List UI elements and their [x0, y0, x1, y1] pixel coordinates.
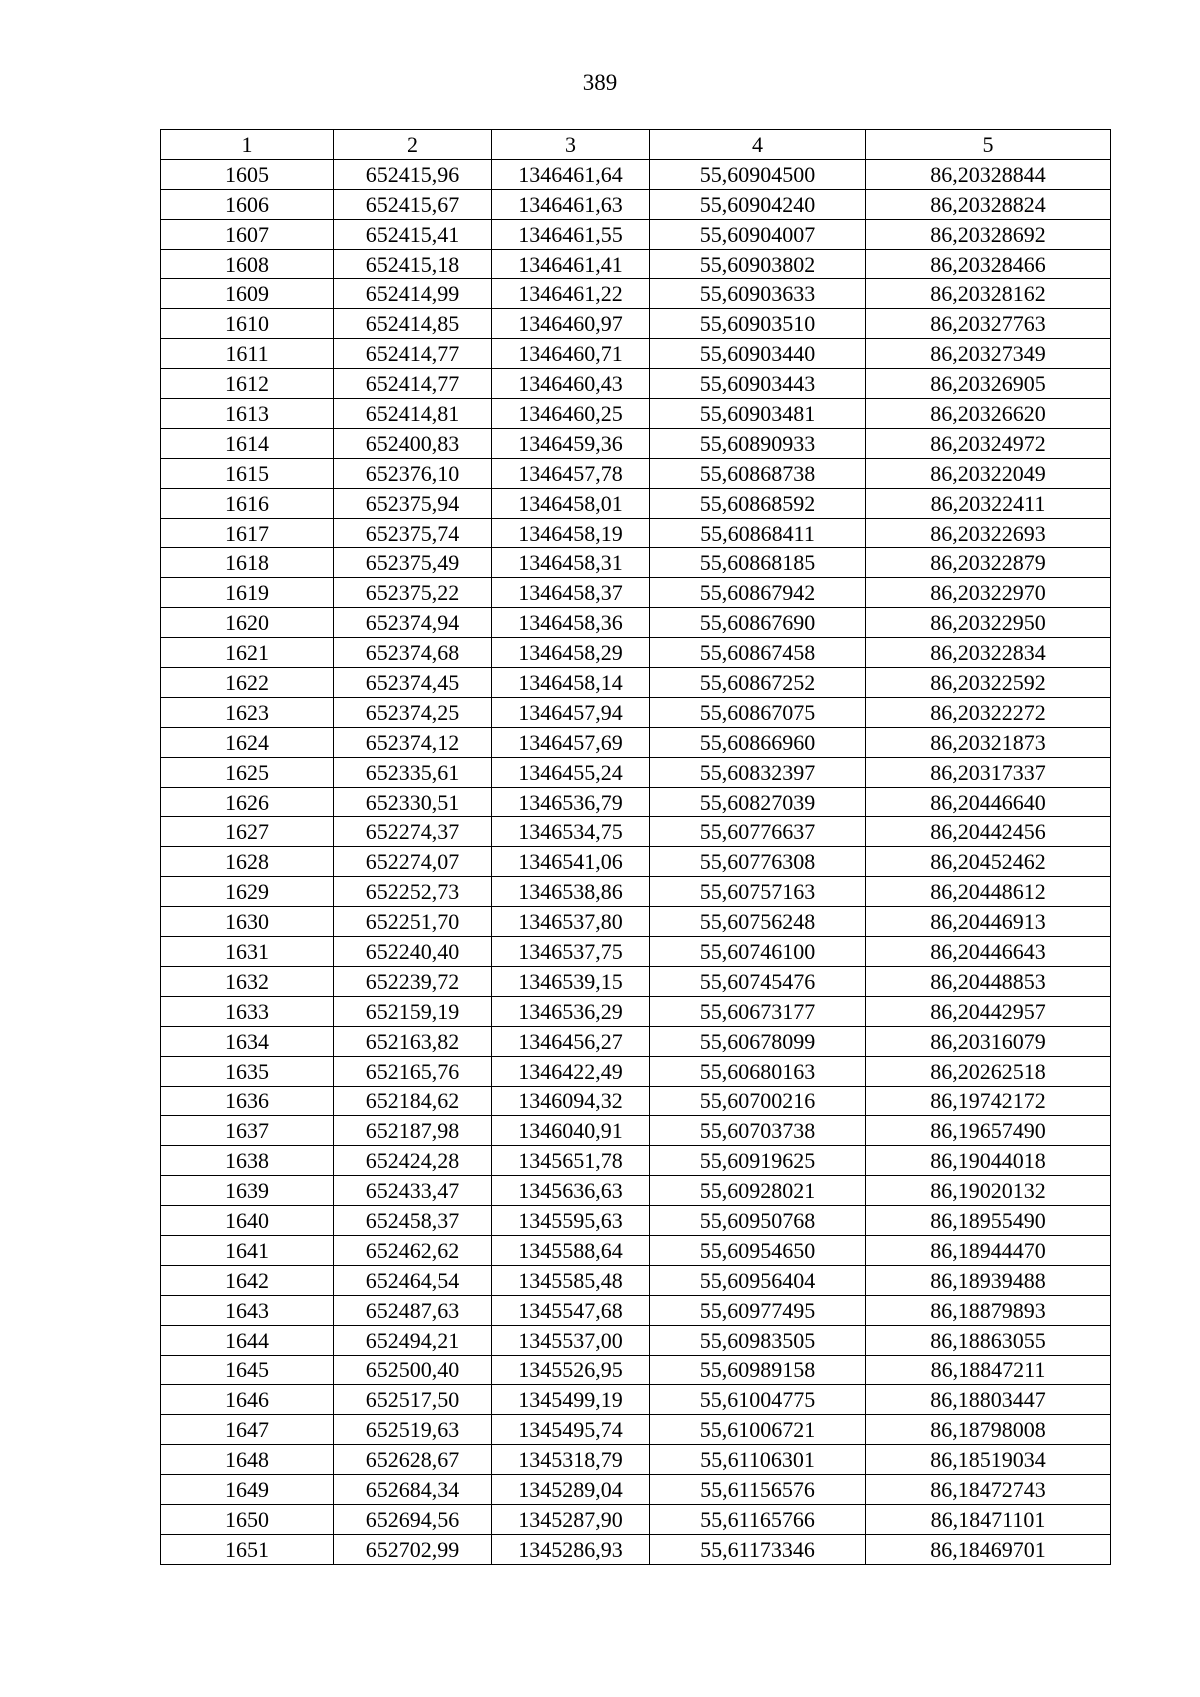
- point-number-cell: 1619: [161, 578, 334, 608]
- x-coordinate-cell: 652252,73: [334, 877, 492, 907]
- point-number-cell: 1612: [161, 369, 334, 399]
- longitude-cell: 86,18939488: [866, 1265, 1111, 1295]
- column-header-2: 2: [334, 130, 492, 160]
- latitude-cell: 55,60977495: [650, 1295, 866, 1325]
- table-row: [161, 1445, 1111, 1475]
- y-coordinate-cell: 1345289,04: [492, 1475, 650, 1505]
- longitude-cell: 86,20322950: [866, 608, 1111, 638]
- y-coordinate-cell: 1346461,55: [492, 219, 650, 249]
- point-number-cell: 1628: [161, 847, 334, 877]
- x-coordinate-cell: 652414,77: [334, 369, 492, 399]
- y-coordinate-cell: 1346458,14: [492, 668, 650, 698]
- point-number-cell: 1609: [161, 279, 334, 309]
- x-coordinate-cell: 652374,68: [334, 638, 492, 668]
- table-row: [161, 249, 1111, 279]
- x-coordinate-cell: 652684,34: [334, 1475, 492, 1505]
- longitude-cell: 86,19657490: [866, 1116, 1111, 1146]
- y-coordinate-cell: 1346461,22: [492, 279, 650, 309]
- longitude-cell: 86,20446643: [866, 937, 1111, 967]
- x-coordinate-cell: 652519,63: [334, 1415, 492, 1445]
- x-coordinate-cell: 652330,51: [334, 787, 492, 817]
- table-row: [161, 877, 1111, 907]
- x-coordinate-cell: 652462,62: [334, 1235, 492, 1265]
- table-row: [161, 1235, 1111, 1265]
- latitude-cell: 55,60903440: [650, 339, 866, 369]
- longitude-cell: 86,20328692: [866, 219, 1111, 249]
- longitude-cell: 86,20448853: [866, 966, 1111, 996]
- table-row: [161, 1385, 1111, 1415]
- table-row: [161, 548, 1111, 578]
- longitude-cell: 86,20322411: [866, 488, 1111, 518]
- longitude-cell: 86,18469701: [866, 1534, 1111, 1564]
- y-coordinate-cell: 1346455,24: [492, 757, 650, 787]
- x-coordinate-cell: 652374,12: [334, 727, 492, 757]
- y-coordinate-cell: 1346537,75: [492, 937, 650, 967]
- x-coordinate-cell: 652433,47: [334, 1176, 492, 1206]
- y-coordinate-cell: 1345588,64: [492, 1235, 650, 1265]
- point-number-cell: 1622: [161, 668, 334, 698]
- table-row: [161, 399, 1111, 429]
- point-number-cell: 1648: [161, 1445, 334, 1475]
- y-coordinate-cell: 1346457,94: [492, 697, 650, 727]
- table-row: [161, 1116, 1111, 1146]
- latitude-cell: 55,60904500: [650, 159, 866, 189]
- longitude-cell: 86,19044018: [866, 1146, 1111, 1176]
- longitude-cell: 86,20442957: [866, 996, 1111, 1026]
- latitude-cell: 55,60919625: [650, 1146, 866, 1176]
- latitude-cell: 55,61004775: [650, 1385, 866, 1415]
- y-coordinate-cell: 1346458,29: [492, 638, 650, 668]
- point-number-cell: 1639: [161, 1176, 334, 1206]
- table-row: [161, 638, 1111, 668]
- point-number-cell: 1626: [161, 787, 334, 817]
- x-coordinate-cell: 652165,76: [334, 1056, 492, 1086]
- x-coordinate-cell: 652415,18: [334, 249, 492, 279]
- x-coordinate-cell: 652414,77: [334, 339, 492, 369]
- x-coordinate-cell: 652239,72: [334, 966, 492, 996]
- table-row: [161, 1176, 1111, 1206]
- x-coordinate-cell: 652375,49: [334, 548, 492, 578]
- table-row: [161, 488, 1111, 518]
- longitude-cell: 86,20452462: [866, 847, 1111, 877]
- y-coordinate-cell: 1346537,80: [492, 907, 650, 937]
- column-header-4: 4: [650, 130, 866, 160]
- longitude-cell: 86,20322834: [866, 638, 1111, 668]
- longitude-cell: 86,20328844: [866, 159, 1111, 189]
- longitude-cell: 86,20326905: [866, 369, 1111, 399]
- y-coordinate-cell: 1346456,27: [492, 1026, 650, 1056]
- latitude-cell: 55,60757163: [650, 877, 866, 907]
- latitude-cell: 55,60867075: [650, 697, 866, 727]
- longitude-cell: 86,20442456: [866, 817, 1111, 847]
- x-coordinate-cell: 652500,40: [334, 1355, 492, 1385]
- page-number: 389: [582, 70, 618, 95]
- latitude-cell: 55,60867458: [650, 638, 866, 668]
- point-number-cell: 1645: [161, 1355, 334, 1385]
- latitude-cell: 55,61165766: [650, 1504, 866, 1534]
- longitude-cell: 86,20322879: [866, 548, 1111, 578]
- point-number-cell: 1649: [161, 1475, 334, 1505]
- longitude-cell: 86,20316079: [866, 1026, 1111, 1056]
- table-row: [161, 907, 1111, 937]
- x-coordinate-cell: 652184,62: [334, 1086, 492, 1116]
- latitude-cell: 55,61006721: [650, 1415, 866, 1445]
- longitude-cell: 86,19020132: [866, 1176, 1111, 1206]
- table-row: [161, 279, 1111, 309]
- x-coordinate-cell: 652251,70: [334, 907, 492, 937]
- longitude-cell: 86,20328162: [866, 279, 1111, 309]
- point-number-cell: 1616: [161, 488, 334, 518]
- point-number-cell: 1637: [161, 1116, 334, 1146]
- y-coordinate-cell: 1346460,71: [492, 339, 650, 369]
- latitude-cell: 55,60903510: [650, 309, 866, 339]
- point-number-cell: 1646: [161, 1385, 334, 1415]
- table-row: [161, 1415, 1111, 1445]
- y-coordinate-cell: 1346040,91: [492, 1116, 650, 1146]
- table-row: [161, 428, 1111, 458]
- longitude-cell: 86,20321873: [866, 727, 1111, 757]
- point-number-cell: 1634: [161, 1026, 334, 1056]
- table-row: [161, 159, 1111, 189]
- x-coordinate-cell: 652335,61: [334, 757, 492, 787]
- y-coordinate-cell: 1346461,64: [492, 159, 650, 189]
- table-row: [161, 996, 1111, 1026]
- y-coordinate-cell: 1345585,48: [492, 1265, 650, 1295]
- y-coordinate-cell: 1345499,19: [492, 1385, 650, 1415]
- point-number-cell: 1642: [161, 1265, 334, 1295]
- x-coordinate-cell: 652240,40: [334, 937, 492, 967]
- x-coordinate-cell: 652376,10: [334, 458, 492, 488]
- y-coordinate-cell: 1345287,90: [492, 1504, 650, 1534]
- table-row: [161, 1504, 1111, 1534]
- point-number-cell: 1624: [161, 727, 334, 757]
- y-coordinate-cell: 1345495,74: [492, 1415, 650, 1445]
- latitude-cell: 55,60680163: [650, 1056, 866, 1086]
- point-number-cell: 1615: [161, 458, 334, 488]
- longitude-cell: 86,19742172: [866, 1086, 1111, 1116]
- latitude-cell: 55,60745476: [650, 966, 866, 996]
- table-row: [161, 1056, 1111, 1086]
- point-number-cell: 1638: [161, 1146, 334, 1176]
- table-row: [161, 847, 1111, 877]
- table-row: [161, 817, 1111, 847]
- point-number-cell: 1629: [161, 877, 334, 907]
- point-number-cell: 1614: [161, 428, 334, 458]
- latitude-cell: 55,60867252: [650, 668, 866, 698]
- point-number-cell: 1607: [161, 219, 334, 249]
- table-row: [161, 668, 1111, 698]
- latitude-cell: 55,60832397: [650, 757, 866, 787]
- point-number-cell: 1635: [161, 1056, 334, 1086]
- x-coordinate-cell: 652374,45: [334, 668, 492, 698]
- table-row: [161, 697, 1111, 727]
- longitude-cell: 86,18879893: [866, 1295, 1111, 1325]
- latitude-cell: 55,61156576: [650, 1475, 866, 1505]
- x-coordinate-cell: 652274,07: [334, 847, 492, 877]
- longitude-cell: 86,20322049: [866, 458, 1111, 488]
- y-coordinate-cell: 1346458,36: [492, 608, 650, 638]
- table-row: [161, 189, 1111, 219]
- latitude-cell: 55,60928021: [650, 1176, 866, 1206]
- latitude-cell: 55,61106301: [650, 1445, 866, 1475]
- table-row: [161, 1086, 1111, 1116]
- table-row: [161, 966, 1111, 996]
- latitude-cell: 55,60867942: [650, 578, 866, 608]
- y-coordinate-cell: 1345651,78: [492, 1146, 650, 1176]
- longitude-cell: 86,20328824: [866, 189, 1111, 219]
- x-coordinate-cell: 652458,37: [334, 1206, 492, 1236]
- point-number-cell: 1630: [161, 907, 334, 937]
- longitude-cell: 86,20262518: [866, 1056, 1111, 1086]
- point-number-cell: 1605: [161, 159, 334, 189]
- y-coordinate-cell: 1346458,19: [492, 518, 650, 548]
- table-row: [161, 1534, 1111, 1564]
- y-coordinate-cell: 1346460,43: [492, 369, 650, 399]
- x-coordinate-cell: 652415,96: [334, 159, 492, 189]
- y-coordinate-cell: 1346541,06: [492, 847, 650, 877]
- point-number-cell: 1641: [161, 1235, 334, 1265]
- x-coordinate-cell: 652375,94: [334, 488, 492, 518]
- table-row: [161, 518, 1111, 548]
- y-coordinate-cell: 1346460,25: [492, 399, 650, 429]
- point-number-cell: 1611: [161, 339, 334, 369]
- longitude-cell: 86,18519034: [866, 1445, 1111, 1475]
- column-header-1: 1: [161, 130, 334, 160]
- x-coordinate-cell: 652415,41: [334, 219, 492, 249]
- table-row: [161, 1355, 1111, 1385]
- latitude-cell: 55,60983505: [650, 1325, 866, 1355]
- table-row: [161, 757, 1111, 787]
- column-header-5: 5: [866, 130, 1111, 160]
- latitude-cell: 55,60746100: [650, 937, 866, 967]
- y-coordinate-cell: 1346461,63: [492, 189, 650, 219]
- y-coordinate-cell: 1346539,15: [492, 966, 650, 996]
- table-row: [161, 1295, 1111, 1325]
- x-coordinate-cell: 652400,83: [334, 428, 492, 458]
- point-number-cell: 1623: [161, 697, 334, 727]
- latitude-cell: 55,60868185: [650, 548, 866, 578]
- latitude-cell: 55,60678099: [650, 1026, 866, 1056]
- point-number-cell: 1608: [161, 249, 334, 279]
- y-coordinate-cell: 1346461,41: [492, 249, 650, 279]
- latitude-cell: 55,60903633: [650, 279, 866, 309]
- point-number-cell: 1643: [161, 1295, 334, 1325]
- y-coordinate-cell: 1346458,37: [492, 578, 650, 608]
- y-coordinate-cell: 1346534,75: [492, 817, 650, 847]
- column-header-3: 3: [492, 130, 650, 160]
- latitude-cell: 55,60867690: [650, 608, 866, 638]
- longitude-cell: 86,20446640: [866, 787, 1111, 817]
- longitude-cell: 86,18944470: [866, 1235, 1111, 1265]
- longitude-cell: 86,18955490: [866, 1206, 1111, 1236]
- latitude-cell: 55,60700216: [650, 1086, 866, 1116]
- latitude-cell: 55,60868411: [650, 518, 866, 548]
- longitude-cell: 86,18863055: [866, 1325, 1111, 1355]
- table-row: [161, 339, 1111, 369]
- y-coordinate-cell: 1346536,29: [492, 996, 650, 1026]
- table-row: [161, 219, 1111, 249]
- latitude-cell: 55,60954650: [650, 1235, 866, 1265]
- latitude-cell: 55,60956404: [650, 1265, 866, 1295]
- table-row: [161, 1325, 1111, 1355]
- latitude-cell: 55,60756248: [650, 907, 866, 937]
- y-coordinate-cell: 1346536,79: [492, 787, 650, 817]
- point-number-cell: 1651: [161, 1534, 334, 1564]
- longitude-cell: 86,18471101: [866, 1504, 1111, 1534]
- point-number-cell: 1621: [161, 638, 334, 668]
- longitude-cell: 86,20448612: [866, 877, 1111, 907]
- table-row: [161, 937, 1111, 967]
- point-number-cell: 1617: [161, 518, 334, 548]
- y-coordinate-cell: 1346094,32: [492, 1086, 650, 1116]
- latitude-cell: 55,60673177: [650, 996, 866, 1026]
- table-row: [161, 578, 1111, 608]
- latitude-cell: 55,60866960: [650, 727, 866, 757]
- x-coordinate-cell: 652163,82: [334, 1026, 492, 1056]
- table-row: [161, 1475, 1111, 1505]
- y-coordinate-cell: 1345547,68: [492, 1295, 650, 1325]
- y-coordinate-cell: 1345636,63: [492, 1176, 650, 1206]
- x-coordinate-cell: 652374,94: [334, 608, 492, 638]
- longitude-cell: 86,20326620: [866, 399, 1111, 429]
- point-number-cell: 1627: [161, 817, 334, 847]
- x-coordinate-cell: 652415,67: [334, 189, 492, 219]
- y-coordinate-cell: 1345286,93: [492, 1534, 650, 1564]
- longitude-cell: 86,20446913: [866, 907, 1111, 937]
- point-number-cell: 1618: [161, 548, 334, 578]
- table-header-row: [161, 130, 1111, 160]
- coordinates-table: [160, 129, 1111, 1565]
- latitude-cell: 55,60868738: [650, 458, 866, 488]
- latitude-cell: 55,60827039: [650, 787, 866, 817]
- longitude-cell: 86,20322693: [866, 518, 1111, 548]
- latitude-cell: 55,60904240: [650, 189, 866, 219]
- x-coordinate-cell: 652274,37: [334, 817, 492, 847]
- latitude-cell: 55,60989158: [650, 1355, 866, 1385]
- y-coordinate-cell: 1346422,49: [492, 1056, 650, 1086]
- point-number-cell: 1644: [161, 1325, 334, 1355]
- latitude-cell: 55,61173346: [650, 1534, 866, 1564]
- x-coordinate-cell: 652187,98: [334, 1116, 492, 1146]
- y-coordinate-cell: 1346538,86: [492, 877, 650, 907]
- point-number-cell: 1625: [161, 757, 334, 787]
- table-row: [161, 727, 1111, 757]
- longitude-cell: 86,18803447: [866, 1385, 1111, 1415]
- x-coordinate-cell: 652159,19: [334, 996, 492, 1026]
- latitude-cell: 55,60703738: [650, 1116, 866, 1146]
- longitude-cell: 86,20324972: [866, 428, 1111, 458]
- x-coordinate-cell: 652494,21: [334, 1325, 492, 1355]
- table-row: [161, 458, 1111, 488]
- longitude-cell: 86,20317337: [866, 757, 1111, 787]
- y-coordinate-cell: 1346460,97: [492, 309, 650, 339]
- x-coordinate-cell: 652517,50: [334, 1385, 492, 1415]
- longitude-cell: 86,20322970: [866, 578, 1111, 608]
- latitude-cell: 55,60890933: [650, 428, 866, 458]
- x-coordinate-cell: 652414,81: [334, 399, 492, 429]
- point-number-cell: 1606: [161, 189, 334, 219]
- longitude-cell: 86,20327349: [866, 339, 1111, 369]
- point-number-cell: 1620: [161, 608, 334, 638]
- x-coordinate-cell: 652487,63: [334, 1295, 492, 1325]
- table-row: [161, 787, 1111, 817]
- y-coordinate-cell: 1345318,79: [492, 1445, 650, 1475]
- longitude-cell: 86,20327763: [866, 309, 1111, 339]
- table-row: [161, 1206, 1111, 1236]
- latitude-cell: 55,60903481: [650, 399, 866, 429]
- point-number-cell: 1640: [161, 1206, 334, 1236]
- latitude-cell: 55,60903443: [650, 369, 866, 399]
- longitude-cell: 86,18798008: [866, 1415, 1111, 1445]
- x-coordinate-cell: 652375,74: [334, 518, 492, 548]
- table-row: [161, 608, 1111, 638]
- latitude-cell: 55,60950768: [650, 1206, 866, 1236]
- y-coordinate-cell: 1346457,69: [492, 727, 650, 757]
- latitude-cell: 55,60868592: [650, 488, 866, 518]
- point-number-cell: 1633: [161, 996, 334, 1026]
- y-coordinate-cell: 1345595,63: [492, 1206, 650, 1236]
- y-coordinate-cell: 1346458,31: [492, 548, 650, 578]
- y-coordinate-cell: 1346457,78: [492, 458, 650, 488]
- longitude-cell: 86,20322272: [866, 697, 1111, 727]
- x-coordinate-cell: 652464,54: [334, 1265, 492, 1295]
- table-body: [161, 159, 1111, 1564]
- point-number-cell: 1650: [161, 1504, 334, 1534]
- x-coordinate-cell: 652424,28: [334, 1146, 492, 1176]
- y-coordinate-cell: 1346459,36: [492, 428, 650, 458]
- x-coordinate-cell: 652694,56: [334, 1504, 492, 1534]
- y-coordinate-cell: 1345526,95: [492, 1355, 650, 1385]
- point-number-cell: 1613: [161, 399, 334, 429]
- table-row: [161, 309, 1111, 339]
- point-number-cell: 1647: [161, 1415, 334, 1445]
- latitude-cell: 55,60776637: [650, 817, 866, 847]
- x-coordinate-cell: 652414,99: [334, 279, 492, 309]
- x-coordinate-cell: 652628,67: [334, 1445, 492, 1475]
- point-number-cell: 1636: [161, 1086, 334, 1116]
- longitude-cell: 86,18847211: [866, 1355, 1111, 1385]
- point-number-cell: 1631: [161, 937, 334, 967]
- longitude-cell: 86,20322592: [866, 668, 1111, 698]
- y-coordinate-cell: 1345537,00: [492, 1325, 650, 1355]
- table-row: [161, 1026, 1111, 1056]
- latitude-cell: 55,60904007: [650, 219, 866, 249]
- longitude-cell: 86,18472743: [866, 1475, 1111, 1505]
- latitude-cell: 55,60903802: [650, 249, 866, 279]
- table-row: [161, 1146, 1111, 1176]
- longitude-cell: 86,20328466: [866, 249, 1111, 279]
- point-number-cell: 1610: [161, 309, 334, 339]
- x-coordinate-cell: 652702,99: [334, 1534, 492, 1564]
- latitude-cell: 55,60776308: [650, 847, 866, 877]
- x-coordinate-cell: 652414,85: [334, 309, 492, 339]
- point-number-cell: 1632: [161, 966, 334, 996]
- table-row: [161, 1265, 1111, 1295]
- y-coordinate-cell: 1346458,01: [492, 488, 650, 518]
- table-row: [161, 369, 1111, 399]
- x-coordinate-cell: 652375,22: [334, 578, 492, 608]
- x-coordinate-cell: 652374,25: [334, 697, 492, 727]
